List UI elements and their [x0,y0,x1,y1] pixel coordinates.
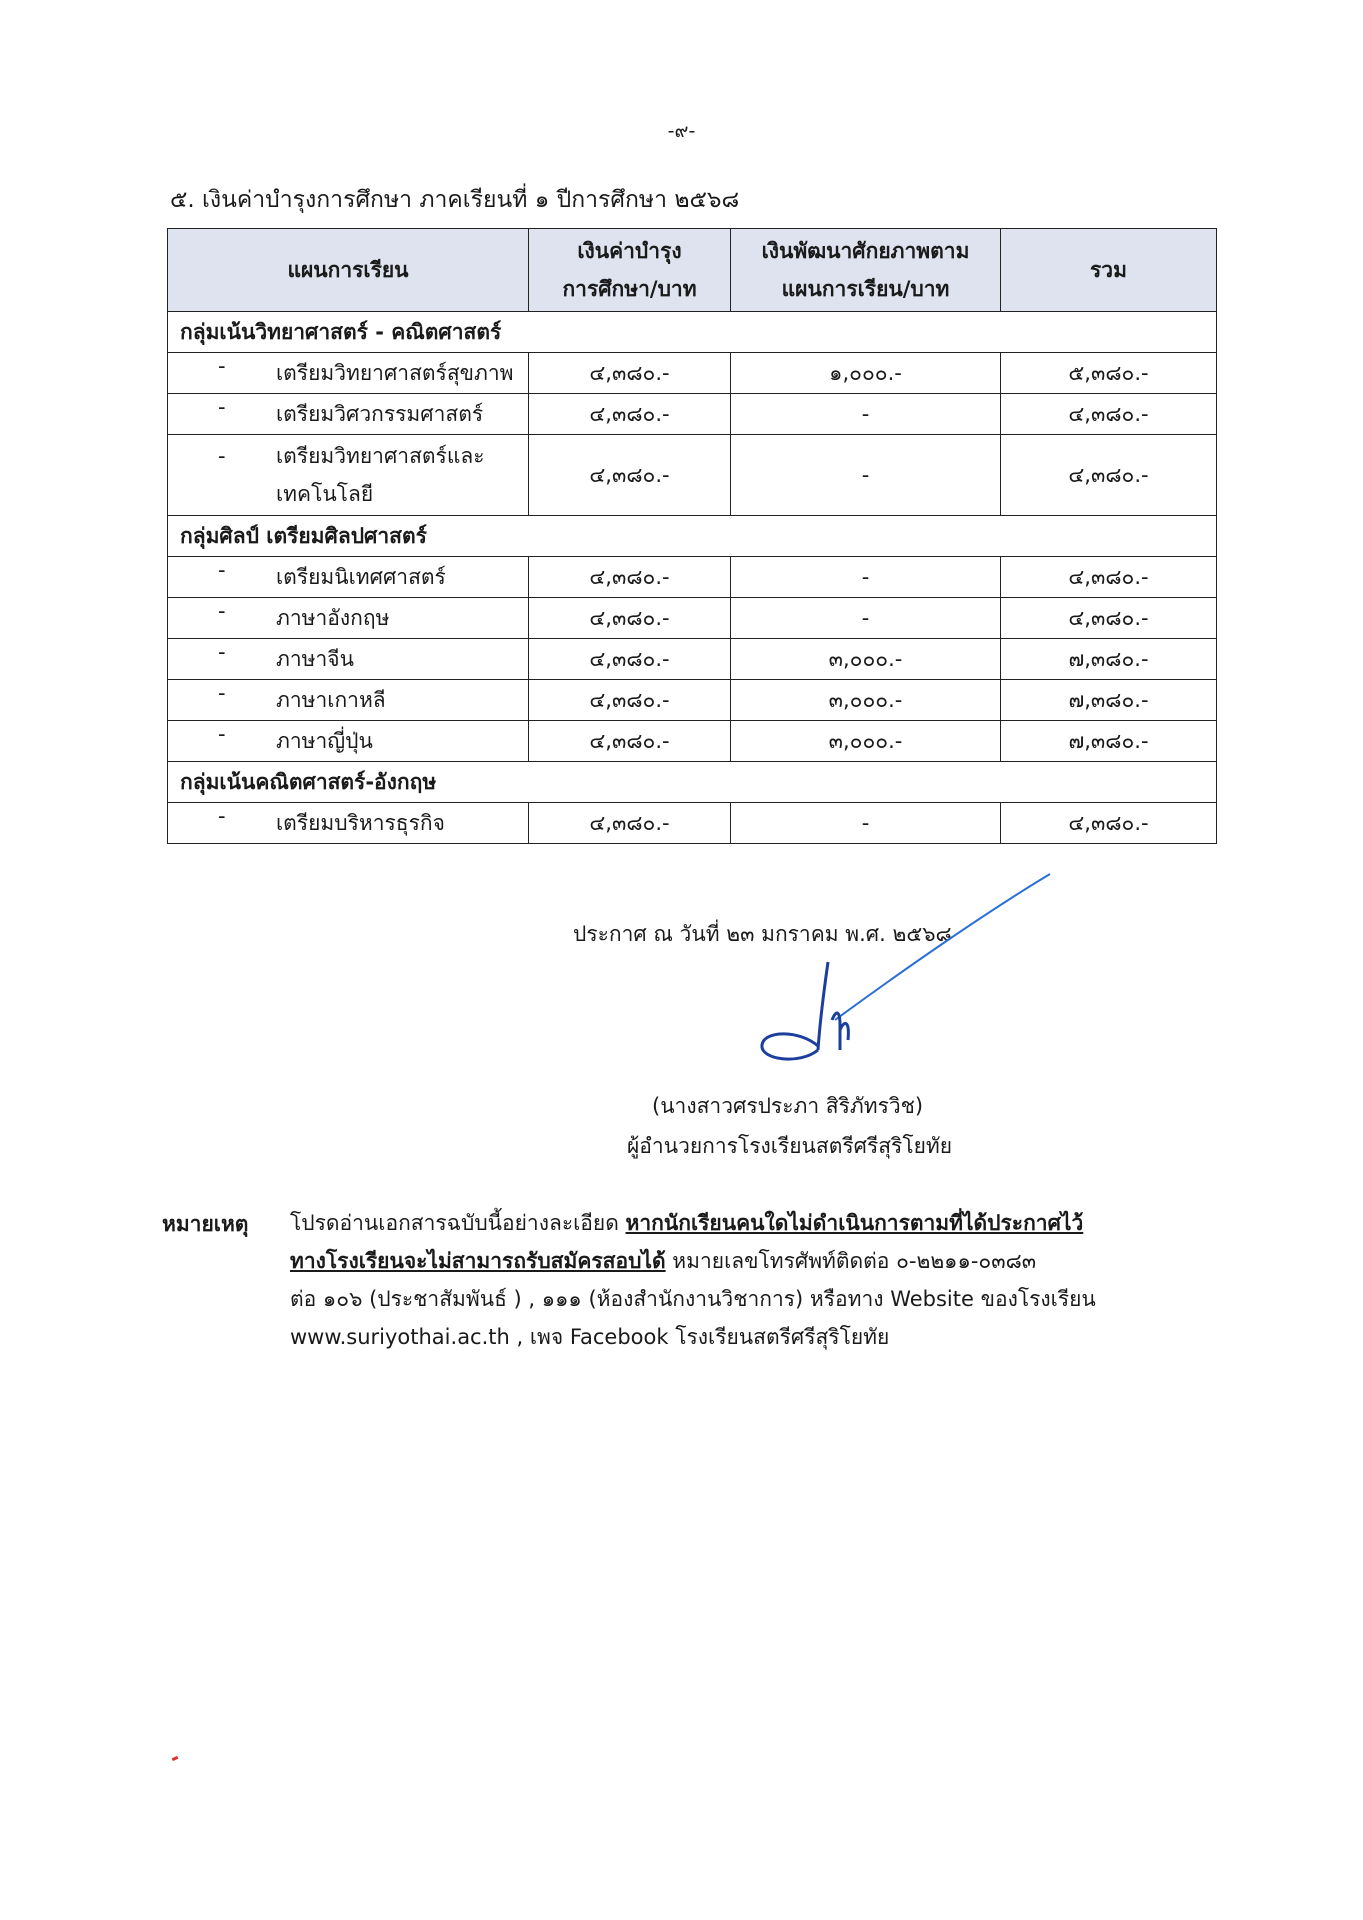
total-cell: ๔,๓๘๐.- [1001,803,1217,844]
header-plan: แผนการเรียน [168,229,529,312]
fee-cell: ๔,๓๘๐.- [529,435,731,516]
plan-cell [168,435,529,516]
table-row [168,435,1217,516]
note-line-3: ต่อ ๑๐๖ (ประชาสัมพันธ์ ) , ๑๑๑ (ห้องสำนักงานวิชาการ) หรือทาง Website ของโรงเรียน [290,1287,1096,1311]
plan-cell [168,353,529,394]
plan-name-line2: เทคโนโลยี [276,482,374,506]
plan-name: เตรียมวิทยาศาสตร์สุขภาพ [276,361,514,385]
bullet-dash: - [218,444,226,468]
bullet-dash: - [218,804,226,828]
note-emphasis: หากนักเรียนคนใดไม่ดำเนินการตามที่ได้ประกาศไว้ [625,1211,1084,1235]
bullet-dash: - [218,558,226,582]
signer-title: ผู้อำนวยการโรงเรียนสตรีศรีสุริโยทัย [627,1134,953,1158]
fee-cell: ๔,๓๘๐.- [529,557,731,598]
fee-cell: ๔,๓๘๐.- [529,803,731,844]
fee-cell: ๔,๓๘๐.- [529,721,731,762]
dev-cell: ๓,๐๐๐.- [731,680,1001,721]
dev-cell: ๓,๐๐๐.- [731,721,1001,762]
section-title: ๕. เงินค่าบำรุงการศึกษา ภาคเรียนที่ ๑ ปีการศึกษา ๒๕๖๘ [170,187,740,213]
dev-cell: - [731,435,1001,516]
table-row [168,394,1217,435]
table-row [168,353,1217,394]
table-row [168,639,1217,680]
plan-cell [168,803,529,844]
dev-cell: - [731,598,1001,639]
dev-cell: - [731,803,1001,844]
total-cell: ๗,๓๘๐.- [1001,680,1217,721]
plan-name: เตรียมบริหารธุรกิจ [276,811,445,835]
table-row [168,680,1217,721]
signer-name: (นางสาวศรประภา สิริภัทรวิช) [652,1094,924,1118]
group-name: กลุ่มเน้นคณิตศาสตร์-อังกฤษ [168,762,1217,803]
group-row [168,312,1217,353]
plan-name: ภาษาญี่ปุ่น [276,729,373,753]
total-cell: ๗,๓๘๐.- [1001,721,1217,762]
header-dev-line1: เงินพัฒนาศักยภาพตาม [761,239,970,263]
total-cell: ๔,๓๘๐.- [1001,394,1217,435]
plan-name: ภาษาจีน [276,647,354,671]
plan-name-line1: เตรียมวิทยาศาสตร์และ [276,444,485,468]
plan-cell [168,680,529,721]
plan-name: ภาษาเกาหลี [276,688,386,712]
plan-name: เตรียมวิศวกรรมศาสตร์ [276,402,484,426]
total-cell: ๗,๓๘๐.- [1001,639,1217,680]
header-dev [731,229,1001,312]
header-fee [529,229,731,312]
group-row [168,516,1217,557]
plan-cell [168,639,529,680]
group-row [168,762,1217,803]
fee-cell: ๔,๓๘๐.- [529,353,731,394]
dev-cell: - [731,394,1001,435]
total-cell: ๕,๓๘๐.- [1001,353,1217,394]
plan-cell [168,598,529,639]
bullet-dash: - [218,354,226,378]
group-name: กลุ่มศิลป์ เตรียมศิลปศาสตร์ [168,516,1217,557]
bullet-dash: - [218,640,226,664]
stray-mark [172,1756,179,1761]
bullet-dash: - [218,722,226,746]
plan-cell [168,557,529,598]
table-row [168,721,1217,762]
fee-cell: ๔,๓๘๐.- [529,639,731,680]
fee-cell: ๔,๓๘๐.- [529,680,731,721]
note-text: โปรดอ่านเอกสารฉบับนี้อย่างละเอียด [290,1211,626,1235]
total-cell: ๔,๓๘๐.- [1001,557,1217,598]
group-name: กลุ่มเน้นวิทยาศาสตร์ - คณิตศาสตร์ [168,312,1217,353]
table-header-row [168,229,1217,312]
bullet-dash: - [218,599,226,623]
dev-cell: ๓,๐๐๐.- [731,639,1001,680]
header-fee-line1: เงินค่าบำรุง [577,239,682,263]
plan-name: ภาษาอังกฤษ [276,606,390,630]
header-total: รวม [1001,229,1217,312]
plan-name [276,437,485,513]
announcement-date: ประกาศ ณ วันที่ ๒๓ มกราคม พ.ศ. ๒๕๖๘ [573,922,952,946]
dev-cell: - [731,557,1001,598]
note-line-2 [290,1246,1036,1276]
note-line-4: www.suriyothai.ac.th , เพจ Facebook โรงเรียนสตรีศรีสุริโยทัย [290,1325,890,1349]
table-row [168,557,1217,598]
plan-cell [168,721,529,762]
note-text: หมายเลขโทรศัพท์ติดต่อ ๐-๒๒๑๑-๐๓๘๓ [665,1249,1037,1273]
total-cell: ๔,๓๘๐.- [1001,435,1217,516]
note-line-1 [290,1208,1083,1238]
note-label: หมายเหตุ [162,1212,249,1236]
dev-cell: ๑,๐๐๐.- [731,353,1001,394]
plan-cell [168,394,529,435]
page-number: -๙- [667,120,696,142]
note-emphasis: ทางโรงเรียนจะไม่สามารถรับสมัครสอบได้ [290,1249,666,1273]
fee-cell: ๔,๓๘๐.- [529,598,731,639]
bullet-dash: - [218,681,226,705]
total-cell: ๔,๓๘๐.- [1001,598,1217,639]
header-fee-line2: การศึกษา/บาท [562,277,697,301]
table-row [168,803,1217,844]
table-row [168,598,1217,639]
plan-name: เตรียมนิเทศศาสตร์ [276,565,446,589]
bullet-dash: - [218,395,226,419]
fee-table [167,228,1217,844]
fee-cell: ๔,๓๘๐.- [529,394,731,435]
header-dev-line2: แผนการเรียน/บาท [781,277,950,301]
signature-mark [740,870,1060,1090]
